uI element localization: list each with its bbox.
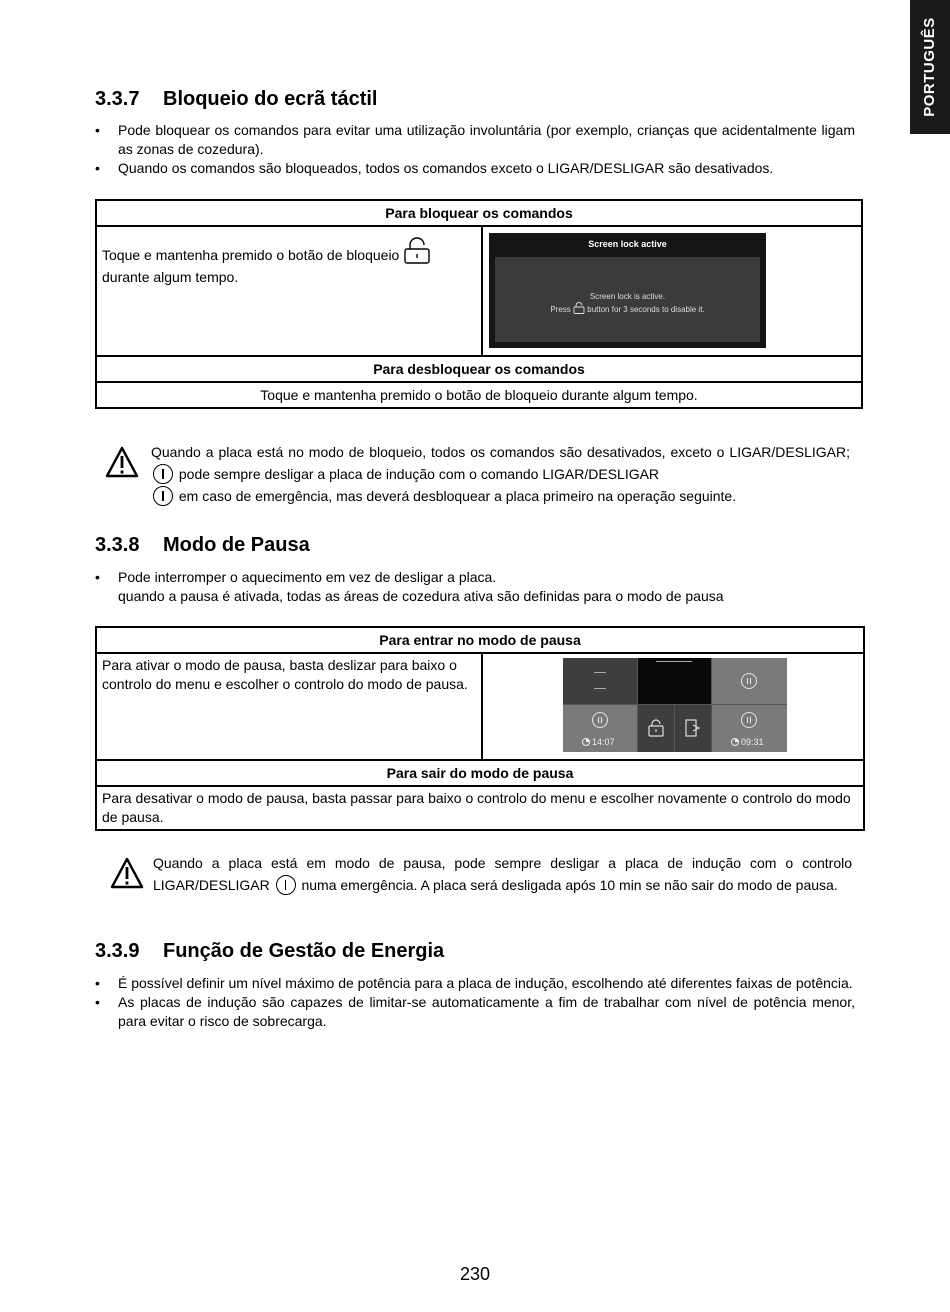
language-tab-label: PORTUGUÊS bbox=[920, 17, 938, 117]
pause-exit-header: Para sair do modo de pausa bbox=[96, 760, 864, 786]
exit-icon bbox=[685, 719, 701, 737]
unlock-header: Para desbloquear os comandos bbox=[96, 356, 862, 382]
list-item: • É possível definir um nível máximo de potência para a placa de indução, escolhendo até diferentes faixas de potência. bbox=[95, 974, 855, 993]
bullet-list-3-3-7 bbox=[95, 121, 855, 178]
power-icon bbox=[153, 486, 173, 506]
section-number: 3.3.9 bbox=[95, 940, 140, 962]
screen-title: Screen lock active bbox=[588, 239, 667, 249]
pause-icon bbox=[592, 712, 608, 728]
lock-table bbox=[95, 199, 863, 409]
pause-enter-instruction: Para ativar o modo de pausa, basta deslizar para baixo o controlo do menu e escolher o controlo do modo de pausa. bbox=[96, 653, 482, 760]
section-number: 3.3.8 bbox=[95, 534, 140, 556]
power-icon bbox=[276, 875, 296, 895]
section-heading-3-3-7 bbox=[95, 86, 377, 113]
pause-screen-cell bbox=[482, 653, 864, 760]
clock-icon bbox=[582, 738, 590, 746]
pause-table bbox=[95, 626, 865, 831]
section-heading-3-3-9 bbox=[95, 938, 444, 965]
clock-icon bbox=[731, 738, 739, 746]
section-title: Modo de Pausa bbox=[163, 534, 310, 556]
section-title: Bloqueio do ecrã táctil bbox=[163, 88, 378, 110]
bullet-list-3-3-9 bbox=[95, 974, 855, 1031]
pause-warning-note: Quando a placa está em modo de pausa, pode sempre desligar a placa de indução com o controlo LIGAR/DESLIGAR numa emergência. A placa será desligada após 10 min se não sair do modo de pausa. bbox=[153, 855, 852, 893]
pause-icon bbox=[741, 673, 757, 689]
timer-right: 09:31 bbox=[731, 736, 764, 748]
pause-enter-header: Para entrar no modo de pausa bbox=[96, 627, 864, 653]
pause-exit-instruction: Para desativar o modo de pausa, basta passar para baixo o controlo do menu e escolher novamente o controlo do modo de pausa. bbox=[96, 786, 864, 830]
timer-left: 14:07 bbox=[582, 736, 615, 748]
list-item: • Quando os comandos são bloqueados, todos os comandos exceto o LIGAR/DESLIGAR são desativados. bbox=[95, 159, 855, 178]
section-heading-3-3-8 bbox=[95, 532, 310, 559]
list-item: • As placas de indução são capazes de limitar-se automaticamente a fim de trabalhar com nível de potência menor, para evitar o risco de sobrecarga. bbox=[95, 993, 855, 1031]
screen-message-1: Screen lock is active. bbox=[589, 292, 666, 301]
lock-icon bbox=[648, 719, 664, 737]
pause-icon bbox=[741, 712, 757, 728]
pause-mode-screen bbox=[563, 658, 787, 752]
section-number: 3.3.7 bbox=[95, 88, 140, 110]
lock-screen-cell bbox=[482, 226, 862, 356]
warning-icon bbox=[110, 857, 144, 889]
list-item: • Pode interromper o aquecimento em vez de desligar a placa. quando a pausa é ativada, todas as áreas de cozedura ativa são definidas para o modo de pausa bbox=[95, 568, 855, 606]
warning-icon bbox=[105, 446, 139, 478]
list-item: • Pode bloquear os comandos para evitar uma utilização involuntária (por exemplo, crianças que acidentalmente ligam as zonas de cozedura). bbox=[95, 121, 855, 159]
bullet-list-3-3-8 bbox=[95, 568, 855, 606]
lock-warning-note: Quando a placa está no modo de bloqueio, todos os comandos são desativados, exceto o LIGAR/DESLIGAR; pode sempre desligar a placa de indução com o comando LIGAR/DESLIGAR em caso de emergência, mas deverá desbloquear a placa primeiro na operação seguinte. bbox=[151, 444, 850, 504]
lock-header: Para bloquear os comandos bbox=[96, 200, 862, 226]
lock-instruction: Toque e mantenha premido o botão de bloqueio durante algum tempo. bbox=[96, 226, 482, 356]
section-title: Função de Gestão de Energia bbox=[163, 940, 445, 962]
language-tab bbox=[910, 0, 950, 134]
page-number: 230 bbox=[459, 1264, 491, 1284]
unlock-instruction: Toque e mantenha premido o botão de bloqueio durante algum tempo. bbox=[96, 382, 862, 408]
lock-icon bbox=[403, 237, 431, 265]
power-icon bbox=[153, 464, 173, 484]
lock-icon bbox=[573, 302, 585, 314]
screen-lock-image: Screen lock active Screen lock is active. Press button for 3 seconds to disable it. bbox=[489, 233, 766, 348]
